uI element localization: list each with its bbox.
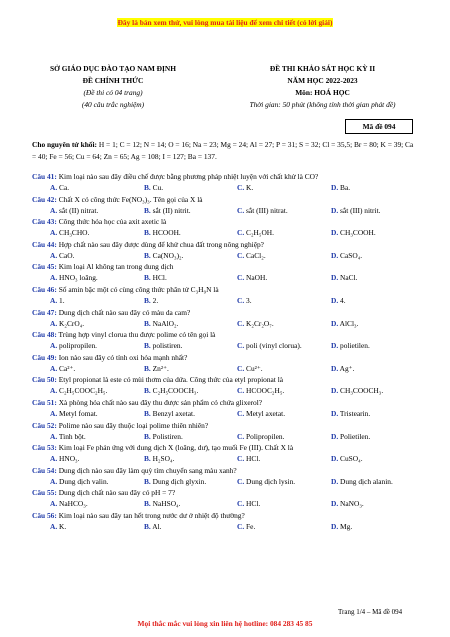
option-text: CH₃COOCH₃. [340, 386, 384, 396]
answer-option [237, 498, 260, 509]
answer-option [50, 453, 79, 464]
answer-option [331, 476, 393, 487]
question-stem [32, 510, 427, 521]
question-text: Etyl propionat là este có mùi thơm của dứa. Công thức của etyl propionat là [56, 375, 284, 385]
option-letter: D. [331, 386, 339, 396]
answer-options [32, 295, 427, 306]
option-text: Polistiren. [152, 431, 183, 441]
option-text: HNO₃ loãng. [59, 273, 98, 283]
question-text: Kim loại Al không tan trong dung dịch [56, 262, 174, 272]
option-text: 4. [340, 295, 346, 305]
option-text: CH₃COOH. [340, 228, 376, 238]
question-number: Câu 51: [32, 397, 57, 407]
option-text: Cu. [152, 183, 164, 192]
question-text: Công thức hóa học của axit axetic là [56, 217, 167, 227]
question-stem [32, 284, 427, 295]
answer-option [50, 318, 84, 329]
option-text: Dung dịch valin. [59, 476, 109, 486]
question-stem [32, 397, 427, 408]
option-letter: B. [144, 183, 151, 192]
option-text: Zn²⁺. [152, 363, 169, 373]
question-stem [32, 171, 427, 182]
option-letter: B. [144, 205, 151, 215]
answer-option [50, 227, 89, 238]
question-text: Trùng hợp vinyl clorua thu được polime có tên gọi là [56, 330, 216, 340]
option-text: Benzyl axetat. [152, 408, 195, 418]
option-letter: D. [331, 295, 339, 305]
option-letter: C. [237, 408, 245, 418]
option-letter: C. [237, 228, 245, 238]
question-number: Câu 45: [32, 262, 57, 272]
option-letter: C. [237, 205, 245, 215]
answer-option [50, 521, 66, 532]
answer-option [331, 453, 363, 464]
question-stem [32, 352, 427, 363]
answer-option [50, 408, 98, 419]
answer-option [50, 250, 74, 261]
answer-option [144, 318, 178, 329]
atomic-mass-note [32, 139, 417, 163]
question-list [32, 171, 427, 533]
question-stem [32, 194, 427, 205]
answer-option [331, 408, 370, 419]
option-text: Fe. [246, 521, 256, 531]
answer-option [237, 431, 284, 442]
department-name: SỞ GIÁO DỤC ĐÀO TẠO NAM ĐỊNH [50, 64, 176, 73]
question-text: Kim loại nào sau đây điều chế được bằng phương pháp nhiệt luyện với chất khử là CO? [56, 172, 319, 181]
option-letter: B. [144, 454, 151, 464]
answer-option [331, 498, 364, 509]
option-text: Al. [152, 521, 162, 531]
option-letter: B. [144, 476, 151, 486]
answer-option [144, 498, 180, 509]
option-text: 3. [246, 295, 252, 305]
answer-option [144, 295, 158, 306]
answer-option [144, 408, 195, 419]
option-letter: A. [50, 341, 58, 351]
option-text: Dung dịch glyxin. [152, 476, 207, 486]
option-text: 1. [59, 295, 65, 305]
answer-options [32, 521, 427, 532]
answer-option [237, 453, 260, 464]
option-text: NaAlO₂. [152, 318, 179, 328]
question-text: Xà phòng hóa chất nào sau đây thu được sản phẩm có chứa glixerol? [56, 397, 263, 407]
header-right [215, 63, 430, 111]
answer-option [237, 521, 255, 532]
answer-option [331, 385, 383, 396]
option-text: NaOH. [246, 273, 268, 283]
question-stem [32, 329, 427, 340]
option-text: NaHSO₄. [152, 499, 181, 509]
answer-option [50, 498, 88, 509]
question-number: Câu 55: [32, 488, 57, 498]
question-stem [32, 465, 427, 476]
answer-option [331, 182, 350, 193]
question-number: Câu 46: [32, 284, 57, 294]
answer-option [50, 272, 98, 283]
question-stem [32, 239, 427, 250]
exam-code-box: Mã đề 094 [345, 119, 413, 134]
option-text: polistiren. [152, 341, 183, 351]
question-stem [32, 374, 427, 385]
option-letter: C. [237, 250, 245, 260]
option-letter: C. [237, 273, 245, 283]
question-stem [32, 261, 427, 272]
question-number: Câu 43: [32, 217, 57, 227]
question-text: Số amin bậc một có cùng công thức phân tử C₃H₉N là [56, 284, 219, 294]
page-footer: Trang 1/4 – Mã đề 094 [338, 608, 403, 616]
answer-option [237, 408, 285, 419]
option-letter: C. [237, 386, 245, 396]
option-letter: D. [331, 521, 339, 531]
answer-options [32, 182, 427, 193]
option-letter: C. [237, 499, 245, 509]
answer-option [50, 363, 75, 374]
answer-option [144, 476, 206, 487]
option-text: NaCl. [340, 273, 358, 283]
answer-option [144, 227, 181, 238]
option-letter: D. [331, 431, 339, 441]
option-text: Ca(NO₃)₂. [152, 250, 184, 260]
option-letter: A. [50, 476, 58, 486]
option-text: Tristearin. [339, 408, 371, 418]
question-text: Hợp chất nào sau đây được dùng để khử chua đất trong nông nghiệp? [56, 239, 264, 249]
question-number: Câu 54: [32, 465, 57, 475]
option-letter: C. [237, 454, 245, 464]
answer-option [237, 272, 267, 283]
option-text: Mg. [340, 521, 353, 531]
option-letter: B. [144, 273, 151, 283]
option-letter: D. [331, 205, 339, 215]
answer-option [144, 205, 191, 216]
answer-option [237, 318, 274, 329]
answer-option [144, 385, 198, 396]
answer-option [50, 182, 69, 193]
answer-options [32, 363, 427, 374]
answer-option [50, 295, 65, 306]
option-letter: A. [50, 228, 58, 238]
answer-option [237, 182, 253, 193]
option-text: CuSO₄. [340, 454, 363, 464]
option-text: Ca. [59, 183, 70, 192]
option-text: NaNO₃. [340, 499, 364, 509]
option-letter: C. [237, 363, 245, 373]
answer-option [50, 476, 109, 487]
option-letter: D. [331, 476, 339, 486]
answer-option [331, 227, 376, 238]
option-letter: B. [144, 250, 151, 260]
option-text: sắt (III) nitrit. [340, 205, 381, 215]
answer-option [144, 250, 183, 261]
answer-option [144, 272, 167, 283]
option-letter: A. [50, 183, 58, 192]
atomic-mass-label: Cho nguyên tử khối: [32, 140, 98, 149]
option-text: HCl. [246, 499, 261, 509]
option-text: polipropilen. [59, 341, 98, 351]
option-letter: A. [50, 431, 58, 441]
option-letter: A. [50, 318, 58, 328]
answer-option [331, 250, 362, 261]
answer-option [237, 250, 266, 261]
time-limit: Thời gian: 50 phút (không tính thời gian phát đề) [249, 100, 396, 109]
answer-options [32, 431, 427, 442]
question-number: Câu 41: [32, 172, 57, 181]
answer-options [32, 340, 427, 351]
option-letter: B. [144, 295, 151, 305]
answer-option [237, 340, 302, 351]
option-letter: B. [144, 431, 151, 441]
option-letter: B. [144, 408, 151, 418]
answer-options [32, 250, 427, 261]
option-letter: B. [144, 228, 151, 238]
answer-options [32, 408, 427, 419]
option-letter: C. [237, 318, 245, 328]
option-letter: C. [237, 431, 245, 441]
answer-option [331, 340, 370, 351]
option-letter: B. [144, 341, 151, 351]
option-text: Tinh bột. [58, 431, 86, 441]
hotline-banner: Mọi thắc mắc vui lòng xin liên hệ hotline: 084 283 45 85 [137, 619, 313, 628]
answer-options [32, 453, 427, 464]
answer-option [50, 385, 107, 396]
answer-options [32, 498, 427, 509]
question-text: Dung dịch chất nào sau đây có pH = 7? [56, 488, 176, 498]
option-text: Dung dịch alanin. [340, 476, 393, 486]
option-text: polietilen. [340, 341, 370, 351]
answer-option [237, 295, 252, 306]
question-number: Câu 49: [32, 352, 57, 362]
question-text: Ion nào sau đây có tính oxi hóa mạnh nhất? [56, 352, 188, 362]
question-stem [32, 307, 427, 318]
option-letter: C. [237, 476, 245, 486]
option-text: CaCl₂. [246, 250, 266, 260]
option-text: Metyl axetat. [246, 408, 286, 418]
preview-banner-text: Đây là bản xem thử, vui lòng mua tài liệu để xem chi tiết (có lời giải) [117, 18, 333, 27]
question-stem [32, 442, 427, 453]
question-stem [32, 487, 427, 498]
question-text: Dung dịch chất nào sau đây có màu da cam? [56, 307, 191, 317]
answer-options [32, 205, 427, 216]
question-text: Chất X có công thức Fe(NO₃)₃. Tên gọi của X là [56, 194, 203, 204]
answer-option [331, 295, 346, 306]
question-text: Kim loại Fe phản ứng với dung dịch X (loãng, dư), tạo muối Fe (III). Chất X là [56, 443, 294, 453]
question-text: Polime nào sau đây thuộc loại polime thiên nhiên? [56, 420, 209, 430]
option-text: H₂SO₄. [152, 454, 175, 464]
option-letter: D. [331, 250, 339, 260]
answer-option [144, 521, 161, 532]
answer-option [331, 521, 352, 532]
answer-options [32, 385, 427, 396]
option-letter: D. [331, 318, 339, 328]
option-text: Ag⁺. [339, 363, 355, 373]
option-text: HNO₃. [59, 454, 80, 464]
option-letter: D. [331, 454, 339, 464]
option-letter: C. [237, 521, 245, 531]
answer-option [144, 182, 163, 193]
page-count-note: (Đề thi có 04 trang) [83, 88, 143, 97]
option-letter: D. [331, 228, 339, 238]
option-text: HCOOC₂H₅. [246, 386, 285, 396]
option-letter: A. [50, 386, 58, 396]
school-year: NĂM HỌC 2022-2023 [287, 76, 358, 85]
option-letter: C. [237, 183, 245, 192]
option-text: C₂H₅COOCH₃. [152, 386, 199, 396]
option-text: Dung dịch lysin. [246, 476, 296, 486]
option-letter: A. [50, 408, 58, 418]
answer-option [237, 385, 284, 396]
question-number: Câu 47: [32, 307, 57, 317]
exam-title: ĐỀ THI KHẢO SÁT HỌC KỲ II [269, 64, 376, 73]
question-count-note: (40 câu trắc nghiệm) [81, 100, 145, 109]
official-label: ĐỀ CHÍNH THỨC [82, 76, 144, 85]
option-text: HCl. [246, 454, 261, 464]
option-text: 2. [152, 295, 159, 305]
option-letter: B. [144, 363, 151, 373]
question-number: Câu 52: [32, 420, 57, 430]
answer-options [32, 476, 427, 487]
option-text: K₂Cr₂O₇. [246, 318, 274, 328]
option-text: K. [59, 521, 67, 531]
option-text: Polietilen. [340, 431, 371, 441]
answer-option [144, 431, 183, 442]
option-letter: C. [237, 295, 245, 305]
option-letter: A. [50, 454, 58, 464]
option-text: Metyl fomat. [59, 408, 98, 418]
option-text: sắt (III) nitrat. [246, 205, 288, 215]
option-text: Ba. [340, 183, 351, 192]
option-letter: C. [237, 341, 245, 351]
option-letter: A. [50, 499, 58, 509]
question-number: Câu 42: [32, 194, 57, 204]
answer-option [331, 431, 370, 442]
answer-options [32, 272, 427, 283]
question-text: Kim loại nào sau đây tan hết trong nước dư ở nhiệt độ thường? [56, 510, 245, 520]
option-letter: A. [50, 521, 58, 531]
answer-option [50, 431, 86, 442]
option-letter: B. [144, 386, 151, 396]
answer-option [144, 363, 169, 374]
option-letter: B. [144, 521, 151, 531]
option-letter: D. [331, 273, 339, 283]
option-letter: D. [331, 408, 339, 418]
answer-option [331, 318, 358, 329]
atomic-mass-values: H = 1; C = 12; N = 14; O = 16; Na = 23; Mg = 24; Al = 27; P = 31; S = 32; Cl = 35,5; Br = 80; K = 39; Ca = 40; Fe = 56; Cu = 64; Zn = 65; Ag = 108; I = 127; Ba = 137. [32, 140, 414, 161]
option-letter: A. [50, 205, 58, 215]
option-text: Ca²⁺. [59, 363, 76, 373]
answer-option [331, 205, 380, 216]
question-number: Câu 53: [32, 443, 57, 453]
question-number: Câu 48: [32, 330, 57, 340]
answer-option [331, 363, 354, 374]
answer-option [144, 340, 182, 351]
option-letter: D. [331, 363, 339, 373]
answer-option [237, 363, 263, 374]
question-number: Câu 44: [32, 239, 57, 249]
option-text: Polipropilen. [246, 431, 285, 441]
option-text: NaHCO₃. [59, 499, 88, 509]
option-text: C₂H₅OH. [246, 228, 274, 238]
option-text: AlCl₃. [339, 318, 359, 328]
option-text: sắt (II) nitrat. [59, 205, 99, 215]
question-number: Câu 56: [32, 510, 57, 520]
option-letter: D. [331, 183, 339, 192]
answer-option [237, 476, 295, 487]
option-letter: D. [331, 341, 339, 351]
question-number: Câu 50: [32, 375, 57, 385]
option-text: CH₃CHO. [59, 228, 90, 238]
answer-options [32, 227, 427, 238]
option-text: CaO. [59, 250, 75, 260]
question-stem [32, 420, 427, 431]
option-text: C₂H₅COOC₂H₅. [59, 386, 108, 396]
option-text: Cu²⁺. [246, 363, 263, 373]
option-text: HCl. [152, 273, 167, 283]
header-left [28, 63, 198, 111]
question-text: Dung dịch nào sau đây làm quỳ tím chuyển sang màu xanh? [56, 465, 237, 475]
answer-option [237, 227, 274, 238]
question-stem [32, 216, 427, 227]
answer-option [50, 340, 97, 351]
option-text: K₂CrO₄. [59, 318, 85, 328]
option-text: CaSO₄. [340, 250, 363, 260]
option-text: poli (vinyl clorua). [246, 341, 302, 351]
option-text: K. [246, 183, 254, 192]
option-text: HCOOH. [152, 228, 181, 238]
option-letter: A. [50, 295, 58, 305]
option-letter: B. [144, 499, 151, 509]
preview-banner [0, 18, 450, 27]
answer-option [237, 205, 288, 216]
option-letter: A. [50, 250, 58, 260]
answer-options [32, 318, 427, 329]
option-letter: B. [144, 318, 151, 328]
answer-option [50, 205, 98, 216]
subject: Môn: HOÁ HỌC [295, 88, 350, 97]
option-letter: A. [50, 363, 58, 373]
option-letter: A. [50, 273, 58, 283]
option-text: sắt (II) nitrit. [152, 205, 191, 215]
option-letter: D. [331, 499, 339, 509]
answer-option [331, 272, 358, 283]
answer-option [144, 453, 174, 464]
